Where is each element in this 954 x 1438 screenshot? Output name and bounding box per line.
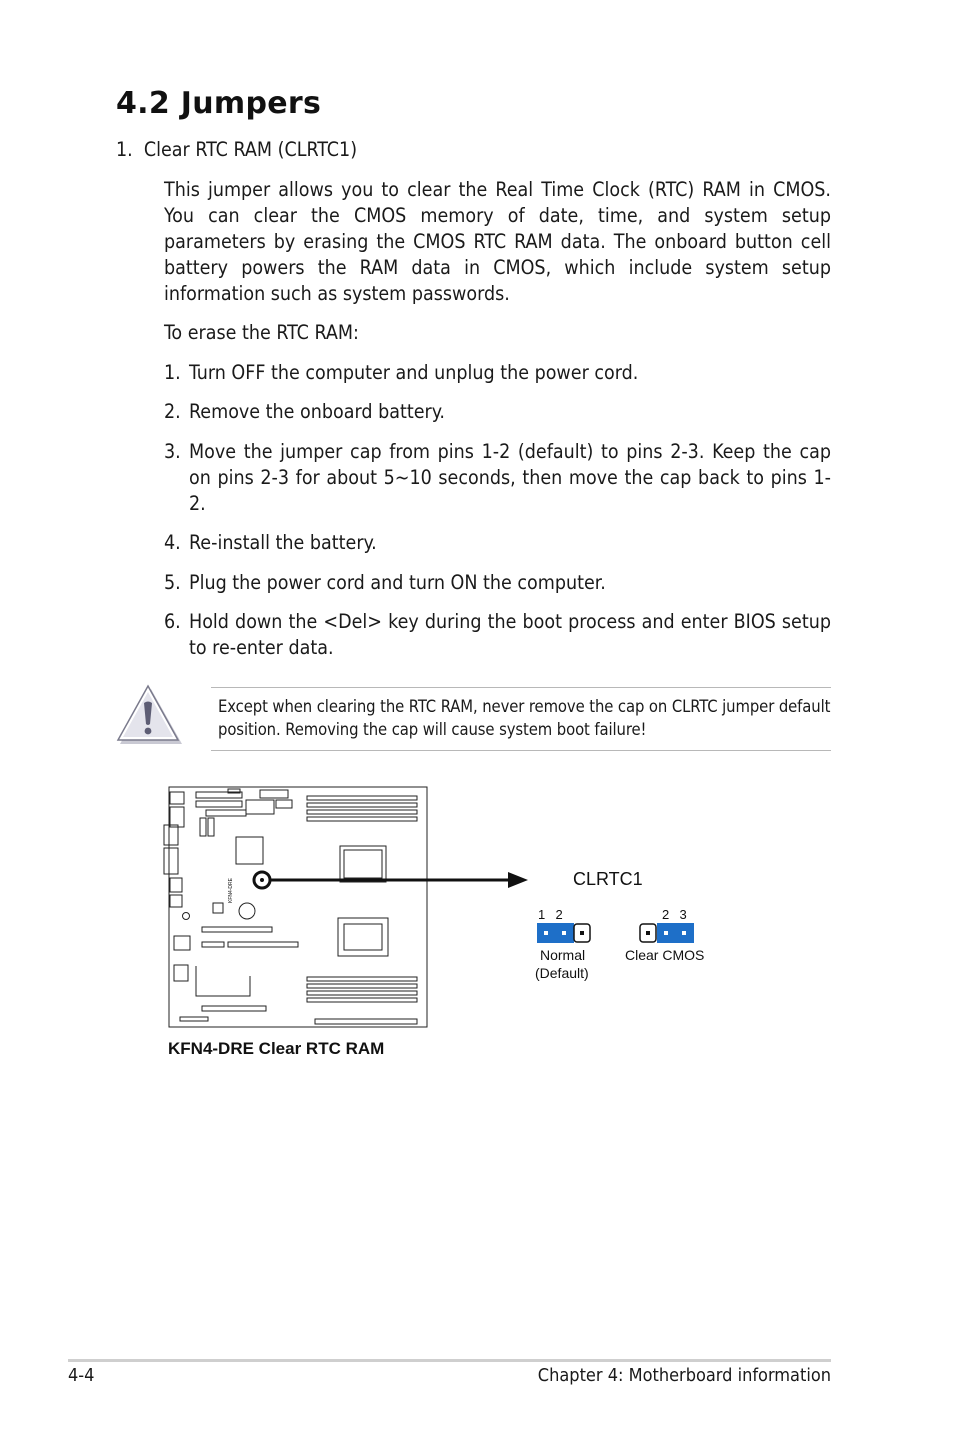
step-number: 5. xyxy=(164,571,181,594)
step-number: 6. xyxy=(164,610,181,633)
item-heading xyxy=(116,138,357,161)
jumper-cap-clear xyxy=(657,923,694,943)
step-item xyxy=(164,360,831,386)
step-item xyxy=(164,570,831,596)
step-text: Move the jumper cap from pins 1-2 (default) to pins 2-3. Keep the cap on pins 2-3 for about 5~10 seconds, then move the cap back to pins 1-2. xyxy=(189,440,831,515)
normal-pin-numbers: 1 2 xyxy=(538,907,564,922)
step-text: Turn OFF the computer and unplug the power cord. xyxy=(189,361,639,384)
item-number: 1. xyxy=(116,138,133,161)
footer-rule xyxy=(68,1359,831,1362)
clear-pin-numbers: 2 3 xyxy=(662,907,688,922)
board-silk-label: KFN4-DRE xyxy=(228,878,234,904)
normal-label: Normal xyxy=(540,947,586,963)
step-item xyxy=(164,530,831,556)
page-number: 4-4 xyxy=(68,1365,95,1386)
jumper-pins xyxy=(530,920,700,950)
step-text: Remove the onboard battery. xyxy=(189,400,445,423)
step-item xyxy=(164,399,831,425)
step-text: Re-install the battery. xyxy=(189,531,377,554)
section-title: 4.2 Jumpers xyxy=(116,86,322,121)
step-item xyxy=(164,439,831,517)
step-item xyxy=(164,609,831,661)
step-text: Hold down the <Del> key during the boot process and enter BIOS setup to re-enter data. xyxy=(189,610,831,659)
intro-paragraph: This jumper allows you to clear the Real Time Clock (RTC) RAM in CMOS. You can clear the CMOS memory of date, time, and system setup parameters by erasing the CMOS RTC RAM data. The onboard button cell battery powers the RAM data in CMOS, which include system setup information such as system passwords. xyxy=(164,178,831,305)
warning-triangle-icon xyxy=(114,684,184,748)
jumper-cap-normal xyxy=(537,923,574,943)
step-number: 4. xyxy=(164,531,181,554)
item-title: Clear RTC RAM (CLRTC1) xyxy=(143,138,358,161)
diagram-caption: KFN4-DRE Clear RTC RAM xyxy=(168,1039,385,1058)
erase-heading: To erase the RTC RAM: xyxy=(164,321,359,344)
note-bottom-rule xyxy=(211,750,831,751)
default-label: (Default) xyxy=(535,965,589,981)
caution-text: Except when clearing the RTC RAM, never remove the cap on CLRTC jumper default position. Removing the cap will cause system boot failure! xyxy=(218,697,831,739)
step-number: 1. xyxy=(164,361,181,384)
chapter-title: Chapter 4: Motherboard information xyxy=(537,1365,831,1386)
note-top-rule xyxy=(211,687,831,688)
step-number: 3. xyxy=(164,440,181,463)
step-number: 2. xyxy=(164,400,181,423)
step-text: Plug the power cord and turn ON the computer. xyxy=(189,571,606,594)
clear-cmos-label: Clear CMOS xyxy=(625,947,705,963)
clrtc-diagram xyxy=(150,770,750,1070)
jumper-name: CLRTC1 xyxy=(573,869,643,889)
